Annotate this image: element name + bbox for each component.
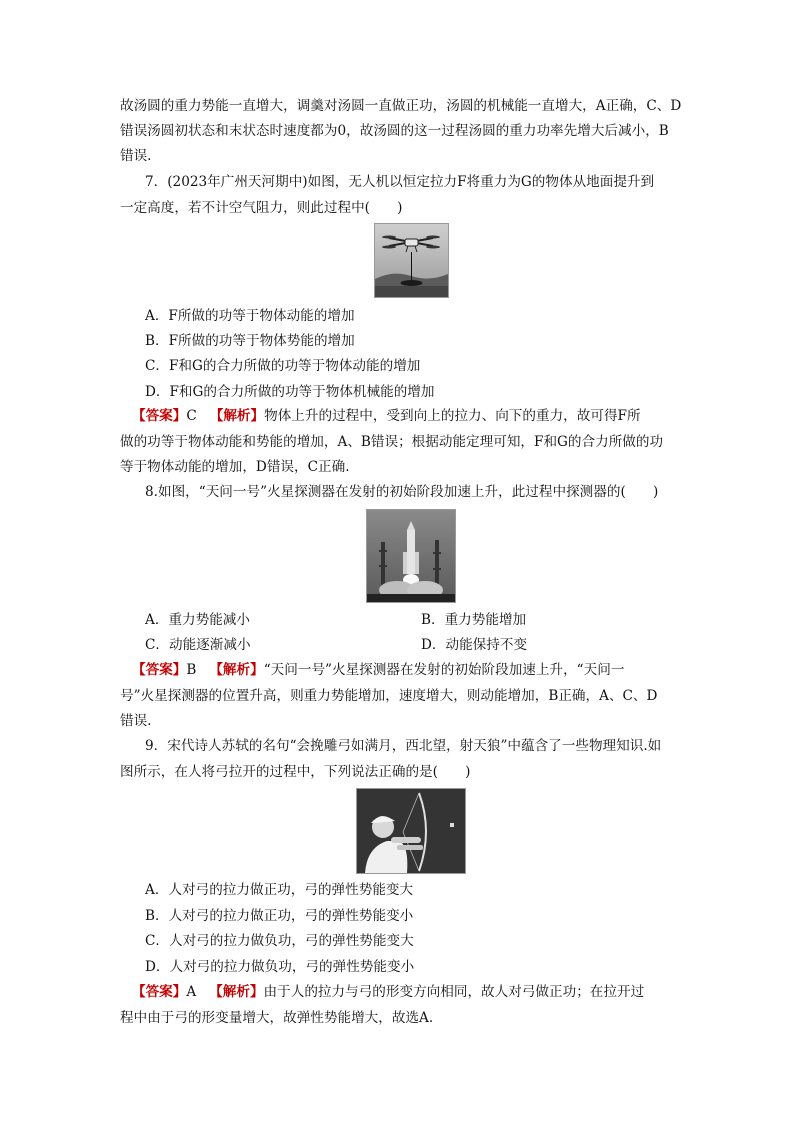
- q7-stem-line-2: 一定高度，若不计空气阻力，则此过程中( ): [120, 200, 403, 216]
- analysis-label: 【解析】: [209, 662, 264, 678]
- answer-label: 【答案】: [132, 662, 187, 678]
- q7-option-b: B．F所做的功等于物体势能的增加: [145, 333, 355, 349]
- q9-answer-line: [132, 982, 644, 1002]
- analysis-label: 【解析】: [209, 408, 265, 424]
- drone-lifting-figure: [374, 223, 449, 298]
- q7-analysis-line-1: 物体上升的过程中，受到向上的拉力、向下的重力，故可得F所: [264, 408, 641, 424]
- q8-option-c: C．动能逐渐减小: [145, 637, 251, 653]
- q8-analysis-line-1: “天问一号”火星探测器在发射的初始阶段加速上升，“天问一: [263, 662, 625, 678]
- q8-analysis-line-2: 号”火星探测器的位置升高，则重力势能增加，速度增大，则动能增加，B正确，A、C、D: [120, 688, 658, 704]
- q8-answer-line: [132, 660, 624, 680]
- q7-answer-line: [132, 406, 641, 426]
- rocket-launch-figure: [366, 509, 456, 603]
- q8-option-a: A．重力势能减小: [145, 612, 250, 628]
- q9-stem-line-1: 9．宋代诗人苏轼的名句“会挽雕弓如满月，西北望，射天狼”中蕴含了一些物理知识.如: [145, 738, 662, 754]
- q7-stem-line-1: 7．(2023年广州天河期中)如图，无人机以恒定拉力F将重力为G的物体从地面提升到: [145, 174, 655, 190]
- q9-option-b: B．人对弓的拉力做正功，弓的弹性势能变小: [145, 908, 414, 924]
- q8-option-d: D．动能保持不变: [421, 637, 528, 653]
- q8-option-b: B．重力势能增加: [421, 612, 527, 628]
- q8-analysis-line-3: 错误.: [120, 713, 152, 729]
- prev-analysis-line-3: 错误.: [120, 148, 152, 164]
- archer-drawing-bow-figure: [356, 788, 466, 874]
- answer-label: 【答案】: [132, 984, 187, 1000]
- prev-analysis-line-1: 故汤圆的重力势能一直增大，调羹对汤圆一直做正功，汤圆的机械能一直增大，A正确，C、D: [120, 98, 682, 114]
- q7-option-d: D．F和G的合力所做的功等于物体机械能的增加: [145, 384, 435, 400]
- q9-stem-line-2: 图所示，在人将弓拉开的过程中，下列说法正确的是( ): [120, 764, 471, 780]
- q9-answer-value: A: [186, 984, 197, 1000]
- q9-option-c: C．人对弓的拉力做负功，弓的弹性势能变大: [145, 933, 414, 949]
- q7-option-a: A．F所做的功等于物体动能的增加: [145, 308, 355, 324]
- q7-analysis-line-3: 等于物体动能的增加，D错误，C正确.: [120, 459, 350, 475]
- q7-analysis-line-2: 做的功等于物体动能和势能的增加，A、B错误；根据动能定理可知，F和G的合力所做的功: [120, 434, 664, 450]
- q9-option-d: D．人对弓的拉力做负功，弓的弹性势能变小: [145, 959, 415, 975]
- q9-analysis-line-1: 由于人的拉力与弓的形变方向相同，故人对弓做正功；在拉开过: [263, 984, 645, 1000]
- q8-stem-line-1: 8.如图，“天问一号”火星探测器在发射的初始阶段加速上升，此过程中探测器的( ): [145, 484, 659, 500]
- q7-option-c: C．F和G的合力所做的功等于物体动能的增加: [145, 358, 421, 374]
- answer-label: 【答案】: [132, 408, 187, 424]
- prev-analysis-line-2: 错误汤圆初状态和末状态时速度都为0，故汤圆的这一过程汤圆的重力功率先增大后减小，B: [120, 123, 669, 139]
- analysis-label: 【解析】: [209, 984, 264, 1000]
- q9-option-a: A．人对弓的拉力做正功，弓的弹性势能变大: [145, 882, 414, 898]
- q9-analysis-line-2: 程中由于弓的形变量增大，故弹性势能增大，故选A.: [120, 1010, 434, 1026]
- q7-answer-value: C: [186, 408, 197, 424]
- q8-answer-value: B: [186, 662, 197, 678]
